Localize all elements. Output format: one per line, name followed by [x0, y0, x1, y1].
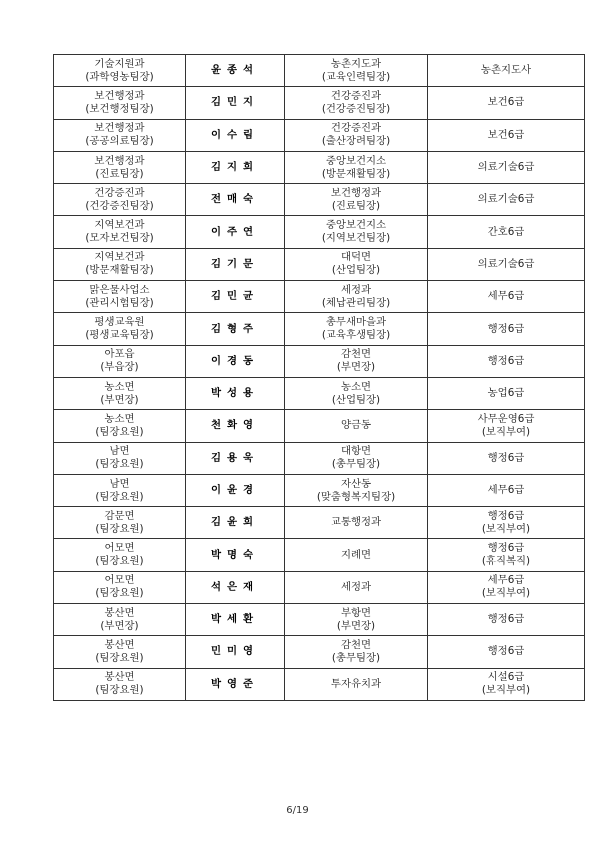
new-post-cell-line: 중앙보건지소	[325, 219, 387, 232]
table-row	[54, 571, 585, 603]
grade-cell-line: 농촌지도사	[480, 64, 532, 77]
employee-name-cell: 김민균	[186, 281, 285, 313]
grade-cell-line: 보건6급	[487, 96, 525, 109]
grade-cell	[428, 119, 585, 151]
new-post-cell	[285, 87, 428, 119]
grade-cell-line: (휴직복직)	[481, 555, 531, 568]
grade-cell	[428, 184, 585, 216]
personnel-table-body	[54, 55, 585, 701]
new-post-cell	[285, 216, 428, 248]
previous-post-cell-line: (팀장요원)	[95, 555, 144, 568]
previous-post-cell	[54, 184, 186, 216]
grade-cell-line: (보직부여)	[481, 522, 531, 535]
previous-post-cell-line: (모자보건팀장)	[85, 232, 154, 245]
new-post-cell-line: (부면장)	[336, 619, 376, 632]
grade-cell-line: 보건6급	[487, 128, 525, 141]
employee-name-cell: 민미영	[186, 636, 285, 668]
previous-post-cell-line: 봉산면	[104, 671, 135, 684]
grade-cell-line: 세무6급	[487, 484, 525, 496]
employee-name-cell: 이주연	[186, 216, 285, 248]
new-post-cell-line: 농소면	[340, 380, 372, 393]
grade-cell	[428, 248, 585, 280]
previous-post-cell-line: 아포읍	[104, 348, 135, 361]
page-number: 6/19	[286, 805, 309, 816]
previous-post-cell	[54, 410, 186, 442]
new-post-cell-line: 투자유치과	[330, 677, 382, 690]
personnel-table	[53, 54, 585, 701]
previous-post-cell	[54, 604, 186, 636]
new-post-cell-line: 양금동	[340, 419, 372, 432]
previous-post-cell-line: (부읍장)	[100, 361, 139, 374]
grade-cell-line: 행정6급	[487, 613, 525, 626]
table-row	[54, 248, 585, 280]
grade-cell	[428, 442, 585, 474]
table-row	[54, 87, 585, 119]
table-row	[54, 604, 585, 636]
table-row	[54, 636, 585, 668]
table-row	[54, 313, 585, 345]
grade-cell	[428, 539, 585, 571]
new-post-cell-line: 감천면	[340, 638, 372, 651]
grade-cell	[428, 87, 585, 119]
previous-post-cell	[54, 377, 186, 409]
previous-post-cell	[54, 474, 186, 506]
new-post-cell-line: 중앙보건지소	[325, 154, 387, 167]
new-post-cell-line: 세정과	[340, 283, 372, 296]
previous-post-cell-line: 건강증진과	[94, 186, 145, 199]
previous-post-cell-line: 감문면	[104, 509, 135, 522]
new-post-cell-line: (진료팀장)	[331, 199, 381, 212]
table-row	[54, 345, 585, 377]
new-post-cell-line: 감천면	[340, 348, 372, 361]
new-post-cell	[285, 636, 428, 668]
table-row	[54, 151, 585, 183]
table-row	[54, 55, 585, 87]
previous-post-cell-line: (팀장요원)	[95, 458, 144, 471]
employee-name-cell: 이수림	[186, 119, 285, 151]
previous-post-cell	[54, 507, 186, 539]
employee-name-cell: 박명숙	[186, 539, 285, 571]
previous-post-cell	[54, 119, 186, 151]
grade-cell-line: 세무6급	[487, 574, 525, 587]
previous-post-cell-line: 농소면	[104, 380, 135, 393]
new-post-cell-line: (교육인력팀장)	[321, 70, 391, 83]
grade-cell-line: 행정6급	[487, 354, 525, 367]
employee-name-cell: 이윤경	[186, 474, 285, 506]
previous-post-cell-line: (팀장요원)	[95, 587, 144, 600]
previous-post-cell-line: (팀장요원)	[95, 425, 144, 438]
new-post-cell-line: (지역보건팀장)	[321, 232, 391, 245]
grade-cell-line: 의료기술6급	[477, 161, 535, 174]
new-post-cell	[285, 507, 428, 539]
grade-cell	[428, 571, 585, 603]
grade-cell	[428, 604, 585, 636]
new-post-cell	[285, 668, 428, 700]
table-row	[54, 119, 585, 151]
grade-cell-line: 세무6급	[487, 290, 525, 303]
previous-post-cell-line: (팀장요원)	[95, 490, 144, 503]
previous-post-cell-line: (공공의료팀장)	[85, 135, 154, 148]
employee-name-cell: 박세환	[186, 604, 285, 636]
new-post-cell-line: (총무팀장)	[331, 458, 381, 471]
previous-post-cell-line: 보건행정과	[94, 122, 145, 135]
new-post-cell	[285, 345, 428, 377]
previous-post-cell	[54, 442, 186, 474]
grade-cell-line: (보직부여)	[481, 587, 531, 600]
new-post-cell-line: (총무팀장)	[331, 651, 381, 664]
previous-post-cell-line: (팀장요원)	[95, 522, 144, 535]
new-post-cell	[285, 410, 428, 442]
new-post-cell-line: (방문재활팀장)	[321, 167, 391, 180]
employee-name-cell: 김윤희	[186, 507, 285, 539]
previous-post-cell-line: 어모면	[104, 574, 135, 587]
previous-post-cell-line: 맑은물사업소	[89, 283, 150, 296]
new-post-cell	[285, 281, 428, 313]
table-row	[54, 442, 585, 474]
grade-cell-line: 행정6급	[487, 451, 525, 464]
previous-post-cell-line: 기술지원과	[94, 57, 145, 70]
previous-post-cell-line: 봉산면	[104, 606, 135, 619]
employee-name-cell: 김형주	[186, 313, 285, 345]
grade-cell	[428, 410, 585, 442]
new-post-cell	[285, 184, 428, 216]
new-post-cell-line: 농촌지도과	[330, 57, 382, 70]
previous-post-cell-line: (과학영농팀장)	[85, 70, 154, 83]
previous-post-cell-line: (부면장)	[100, 619, 139, 632]
new-post-cell-line: 보건행정과	[330, 186, 382, 199]
previous-post-cell-line: (관리시험팀장)	[85, 296, 154, 309]
previous-post-cell-line: 남면	[109, 445, 130, 458]
previous-post-cell	[54, 248, 186, 280]
grade-cell-line: 행정6급	[487, 542, 525, 555]
new-post-cell	[285, 377, 428, 409]
previous-post-cell	[54, 571, 186, 603]
table-row	[54, 539, 585, 571]
new-post-cell	[285, 248, 428, 280]
new-post-cell	[285, 313, 428, 345]
employee-name-cell: 박영준	[186, 668, 285, 700]
previous-post-cell-line: (부면장)	[100, 393, 139, 406]
new-post-cell-line: 건강증진과	[330, 122, 382, 135]
grade-cell	[428, 216, 585, 248]
previous-post-cell	[54, 55, 186, 87]
new-post-cell-line: 대덕면	[340, 251, 372, 264]
new-post-cell-line: (건강증진팀장)	[321, 102, 391, 115]
employee-name-cell: 김지희	[186, 151, 285, 183]
table-row	[54, 216, 585, 248]
employee-name-cell: 김기문	[186, 248, 285, 280]
employee-name-cell: 이경동	[186, 345, 285, 377]
previous-post-cell-line: 지역보건과	[94, 251, 145, 264]
previous-post-cell-line: 평생교육원	[94, 316, 145, 329]
table-row	[54, 668, 585, 700]
previous-post-cell-line: 봉산면	[104, 638, 135, 651]
previous-post-cell-line: (방문재활팀장)	[85, 264, 154, 277]
table-row	[54, 507, 585, 539]
grade-cell	[428, 668, 585, 700]
grade-cell-line: 농업6급	[487, 387, 525, 400]
new-post-cell-line: 지례면	[340, 548, 372, 561]
previous-post-cell-line: (건강증진팀장)	[85, 199, 154, 212]
new-post-cell-line: 부항면	[340, 606, 372, 619]
new-post-cell-line: 자산동	[340, 477, 372, 490]
grade-cell	[428, 313, 585, 345]
new-post-cell-line: 대항면	[340, 445, 372, 458]
grade-cell	[428, 507, 585, 539]
previous-post-cell	[54, 151, 186, 183]
previous-post-cell-line: 남면	[109, 477, 130, 490]
new-post-cell	[285, 539, 428, 571]
previous-post-cell	[54, 539, 186, 571]
new-post-cell	[285, 151, 428, 183]
previous-post-cell	[54, 636, 186, 668]
previous-post-cell	[54, 313, 186, 345]
grade-cell-line: (보직부여)	[481, 425, 531, 438]
previous-post-cell	[54, 216, 186, 248]
new-post-cell-line: (체납관리팀장)	[321, 296, 391, 309]
previous-post-cell	[54, 345, 186, 377]
grade-cell	[428, 151, 585, 183]
employee-name-cell: 김용욱	[186, 442, 285, 474]
grade-cell-line: 행정6급	[487, 509, 525, 522]
previous-post-cell-line: (보건행정팀장)	[85, 102, 154, 115]
employee-name-cell: 석은재	[186, 571, 285, 603]
grade-cell-line: 행정6급	[487, 645, 525, 658]
new-post-cell	[285, 474, 428, 506]
employee-name-cell: 천화영	[186, 410, 285, 442]
new-post-cell-line: (출산장려팀장)	[321, 135, 391, 148]
new-post-cell-line: (부면장)	[336, 361, 376, 374]
new-post-cell-line: 총무새마을과	[325, 316, 387, 329]
new-post-cell-line: 교통행정과	[330, 516, 382, 529]
previous-post-cell	[54, 668, 186, 700]
grade-cell-line: 의료기술6급	[477, 193, 535, 206]
new-post-cell	[285, 119, 428, 151]
previous-post-cell-line: 농소면	[104, 412, 135, 425]
new-post-cell-line: (교육후생팀장)	[321, 329, 391, 342]
previous-post-cell-line: 보건행정과	[94, 89, 145, 102]
grade-cell-line: 행정6급	[487, 322, 525, 335]
previous-post-cell-line: 어모면	[104, 542, 135, 555]
employee-name-cell: 전매숙	[186, 184, 285, 216]
previous-post-cell-line: (진료팀장)	[95, 167, 144, 180]
previous-post-cell	[54, 87, 186, 119]
table-row	[54, 377, 585, 409]
employee-name-cell: 윤종석	[186, 55, 285, 87]
grade-cell	[428, 474, 585, 506]
previous-post-cell-line: (팀장요원)	[95, 651, 144, 664]
grade-cell	[428, 345, 585, 377]
table-row	[54, 281, 585, 313]
new-post-cell-line: 건강증진과	[330, 89, 382, 102]
grade-cell	[428, 281, 585, 313]
grade-cell-line: 사무운영6급	[477, 412, 535, 425]
new-post-cell	[285, 442, 428, 474]
grade-cell	[428, 377, 585, 409]
previous-post-cell-line: 지역보건과	[94, 219, 145, 232]
previous-post-cell-line: (평생교육팀장)	[85, 329, 154, 342]
previous-post-cell	[54, 281, 186, 313]
grade-cell	[428, 636, 585, 668]
table-row	[54, 184, 585, 216]
new-post-cell	[285, 55, 428, 87]
table-row	[54, 474, 585, 506]
grade-cell-line: 시설6급	[487, 671, 525, 684]
grade-cell-line: 의료기술6급	[477, 257, 535, 270]
new-post-cell-line: (산업팀장)	[331, 264, 381, 277]
table-row	[54, 410, 585, 442]
new-post-cell-line: (산업팀장)	[331, 393, 381, 406]
grade-cell-line: (보직부여)	[481, 684, 531, 697]
employee-name-cell: 박성용	[186, 377, 285, 409]
employee-name-cell: 김민지	[186, 87, 285, 119]
new-post-cell	[285, 604, 428, 636]
grade-cell	[428, 55, 585, 87]
previous-post-cell-line: (팀장요원)	[95, 684, 144, 697]
new-post-cell-line: 세정과	[340, 580, 372, 593]
new-post-cell-line: (맞춤형복지팀장)	[316, 490, 396, 503]
previous-post-cell-line: 보건행정과	[94, 154, 145, 167]
grade-cell-line: 간호6급	[487, 225, 525, 238]
new-post-cell	[285, 571, 428, 603]
